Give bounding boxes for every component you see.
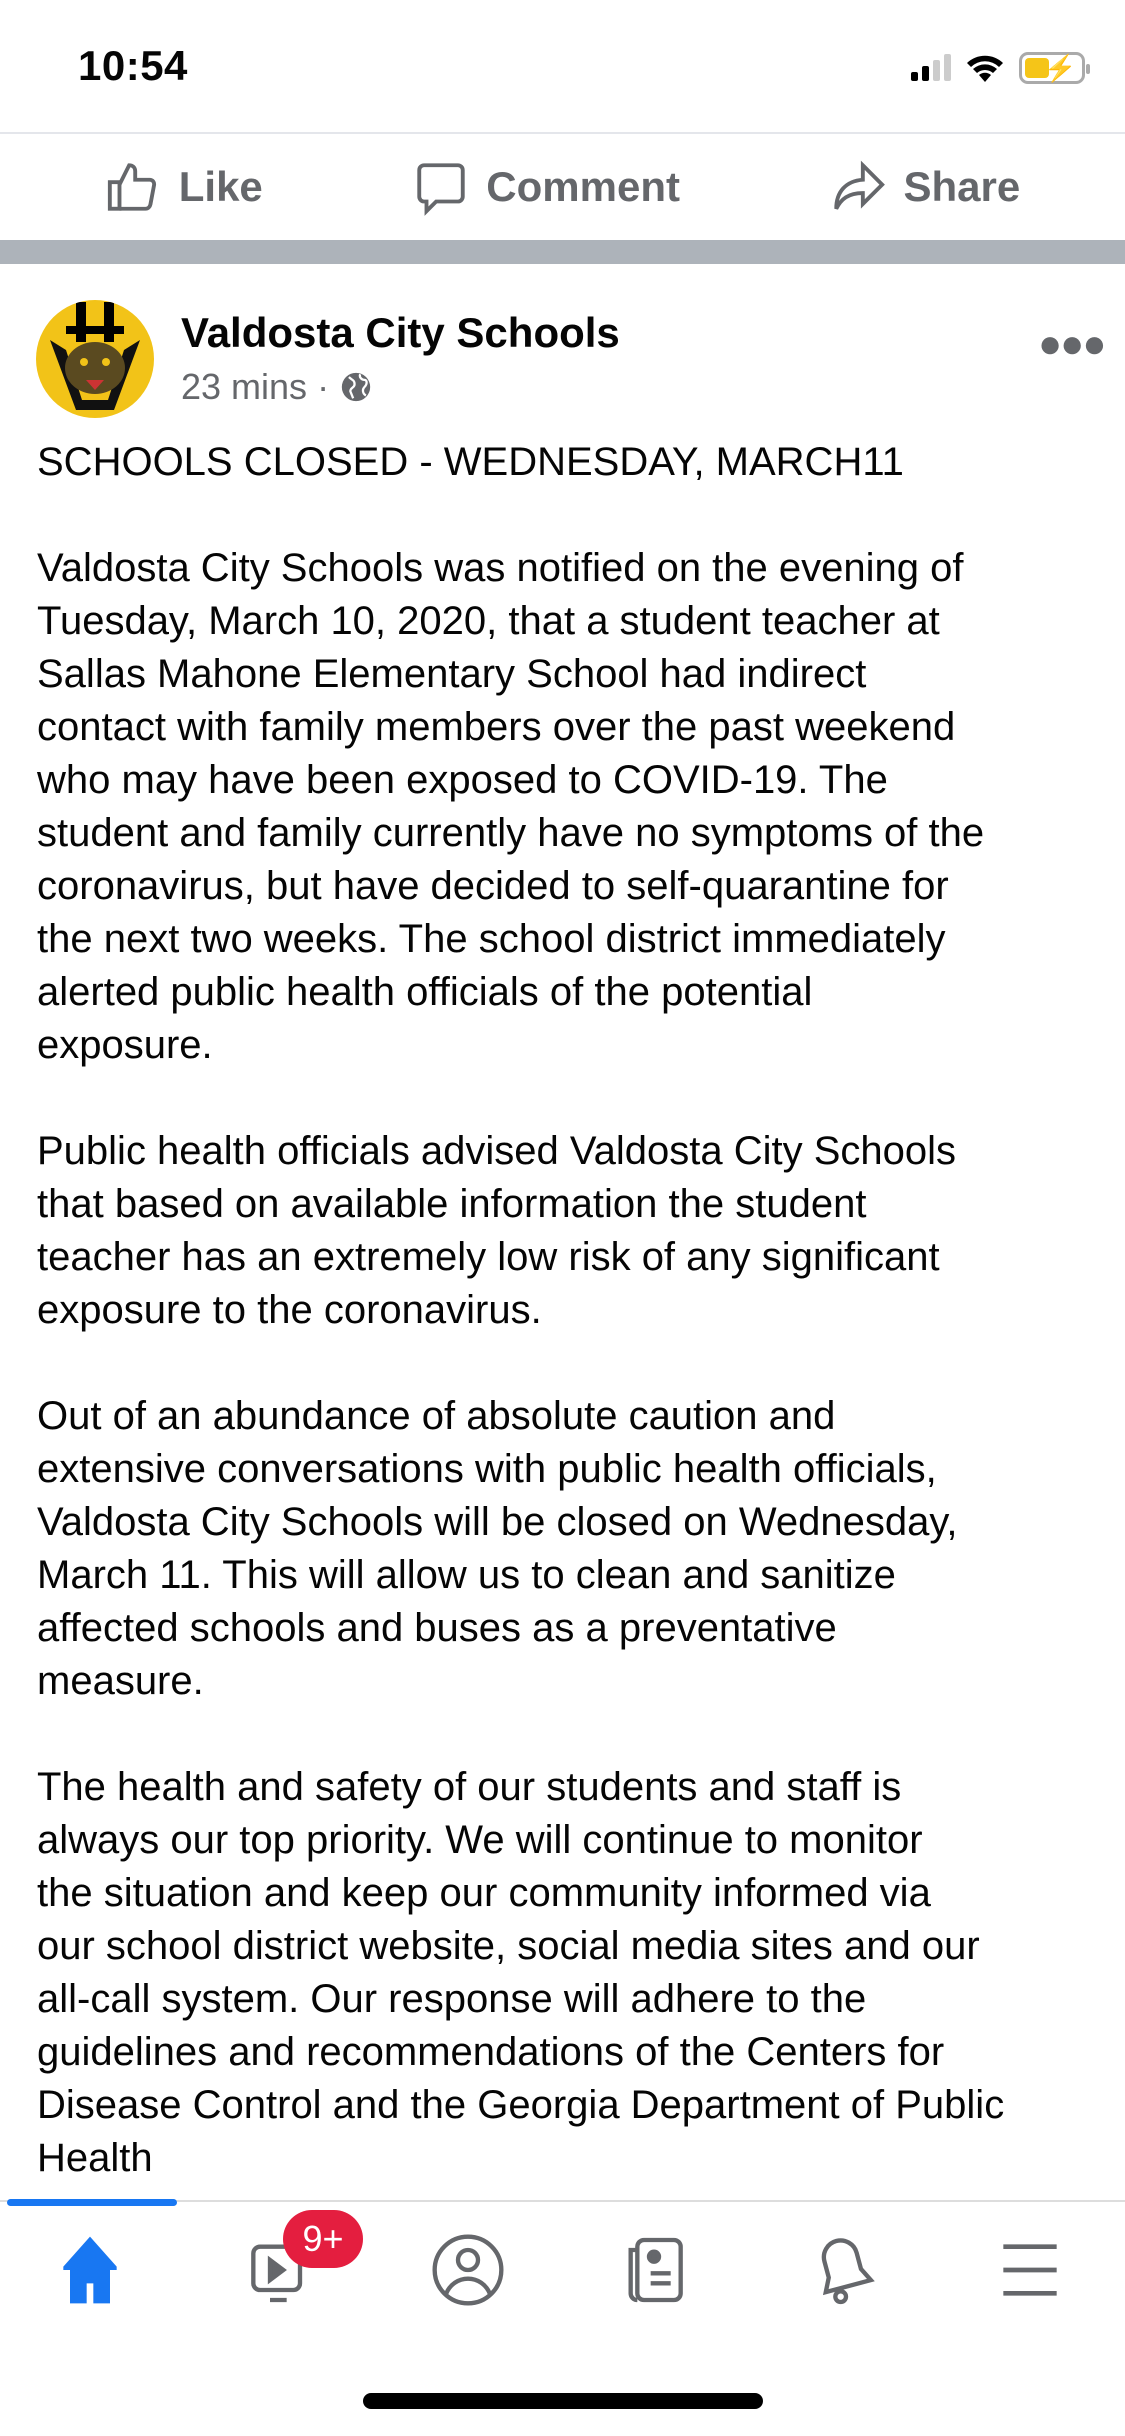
- post-paragraph: [37, 1761, 1107, 2185]
- more-options-icon[interactable]: ●●●: [1038, 322, 1105, 366]
- text-line: Disease Control and the Georgia Department of Public: [37, 2083, 1005, 2127]
- tab-notifications[interactable]: [799, 2225, 889, 2315]
- like-button[interactable]: [105, 158, 263, 216]
- post-paragraph: [37, 542, 1107, 1072]
- menu-icon: [990, 2230, 1070, 2310]
- status-time: 10:54: [78, 42, 188, 89]
- text-line: Valdosta City Schools will be closed on Wednesday,: [37, 1500, 958, 1544]
- share-label: Share: [903, 163, 1021, 210]
- home-indicator[interactable]: [363, 2393, 763, 2409]
- text-line: SCHOOLS CLOSED - WEDNESDAY, MARCH11: [37, 440, 904, 484]
- tab-home[interactable]: [45, 2225, 135, 2315]
- text-line: alerted public health officials of the potential: [37, 970, 813, 1014]
- post-paragraph: [37, 1125, 1107, 1337]
- comment-icon: [412, 158, 470, 216]
- post-headline: [37, 436, 1107, 489]
- text-line: Valdosta City Schools was notified on the evening of: [37, 546, 964, 590]
- profile-icon: [428, 2230, 508, 2310]
- tab-menu[interactable]: [985, 2225, 1075, 2315]
- feed-separator: [0, 240, 1125, 264]
- active-tab-indicator: [7, 2199, 177, 2206]
- post-body: [37, 436, 1107, 2185]
- text-line: coronavirus, but have decided to self-quarantine for: [37, 864, 949, 908]
- text-line: the next two weeks. The school district immediately: [37, 917, 946, 961]
- post-author[interactable]: Valdosta City Schools: [181, 309, 620, 356]
- text-line: Public health officials advised Valdosta City Schools: [37, 1129, 957, 1173]
- wildcat-logo-icon: [36, 300, 154, 418]
- tab-news[interactable]: [609, 2225, 699, 2315]
- text-line: exposure.: [37, 1023, 213, 1067]
- like-label: Like: [178, 163, 263, 210]
- text-line: extensive conversations with public health officials,: [37, 1447, 937, 1491]
- share-button[interactable]: [829, 158, 1020, 216]
- text-line: Tuesday, March 10, 2020, that a student teacher at: [37, 599, 940, 643]
- separator: ·: [317, 366, 330, 407]
- globe-icon: [339, 370, 373, 404]
- home-icon: [50, 2230, 130, 2310]
- comment-label: Comment: [486, 163, 680, 210]
- text-line: contact with family members over the past weekend: [37, 705, 956, 749]
- post-paragraph: [37, 1390, 1107, 1708]
- thumbs-up-icon: [105, 158, 163, 216]
- text-line: exposure to the coronavirus.: [37, 1288, 542, 1332]
- video-notification-badge: 9+: [283, 2210, 363, 2268]
- signal-icon: [911, 55, 951, 81]
- text-line: our school district website, social media sites and our: [37, 1924, 980, 1968]
- text-line: the situation and keep our community informed via: [37, 1871, 931, 1915]
- text-line: affected schools and buses as a preventative: [37, 1606, 837, 1650]
- text-line: The health and safety of our students and staff is: [37, 1765, 902, 1809]
- page-avatar[interactable]: [36, 300, 154, 418]
- battery-icon: ⚡: [1019, 52, 1085, 84]
- text-line: Sallas Mahone Elementary School had indirect: [37, 652, 867, 696]
- text-line: student and family currently have no symptoms of the: [37, 811, 985, 855]
- bell-icon: [804, 2230, 884, 2310]
- text-line: all-call system. Our response will adhere to the: [37, 1977, 867, 2021]
- comment-button[interactable]: [412, 158, 680, 216]
- post-meta: [181, 366, 373, 408]
- text-line: teacher has an extremely low risk of any significant: [37, 1235, 940, 1279]
- text-line: Out of an abundance of absolute caution and: [37, 1394, 836, 1438]
- text-line: always our top priority. We will continue to monitor: [37, 1818, 923, 1862]
- text-line: measure.: [37, 1659, 204, 1703]
- text-line: Health: [37, 2136, 153, 2180]
- post-actions-bar: [0, 134, 1125, 240]
- post-time[interactable]: 23 mins: [181, 366, 308, 407]
- share-icon: [829, 158, 887, 216]
- text-line: who may have been exposed to COVID-19. The: [37, 758, 888, 802]
- text-line: guidelines and recommendations of the Centers for: [37, 2030, 945, 2074]
- newspaper-icon: [614, 2230, 694, 2310]
- text-line: that based on available information the student: [37, 1182, 867, 1226]
- text-line: March 11. This will allow us to clean and sanitize: [37, 1553, 896, 1597]
- wifi-icon: [965, 52, 1005, 84]
- status-icons: [911, 52, 1085, 84]
- tab-profile[interactable]: [423, 2225, 513, 2315]
